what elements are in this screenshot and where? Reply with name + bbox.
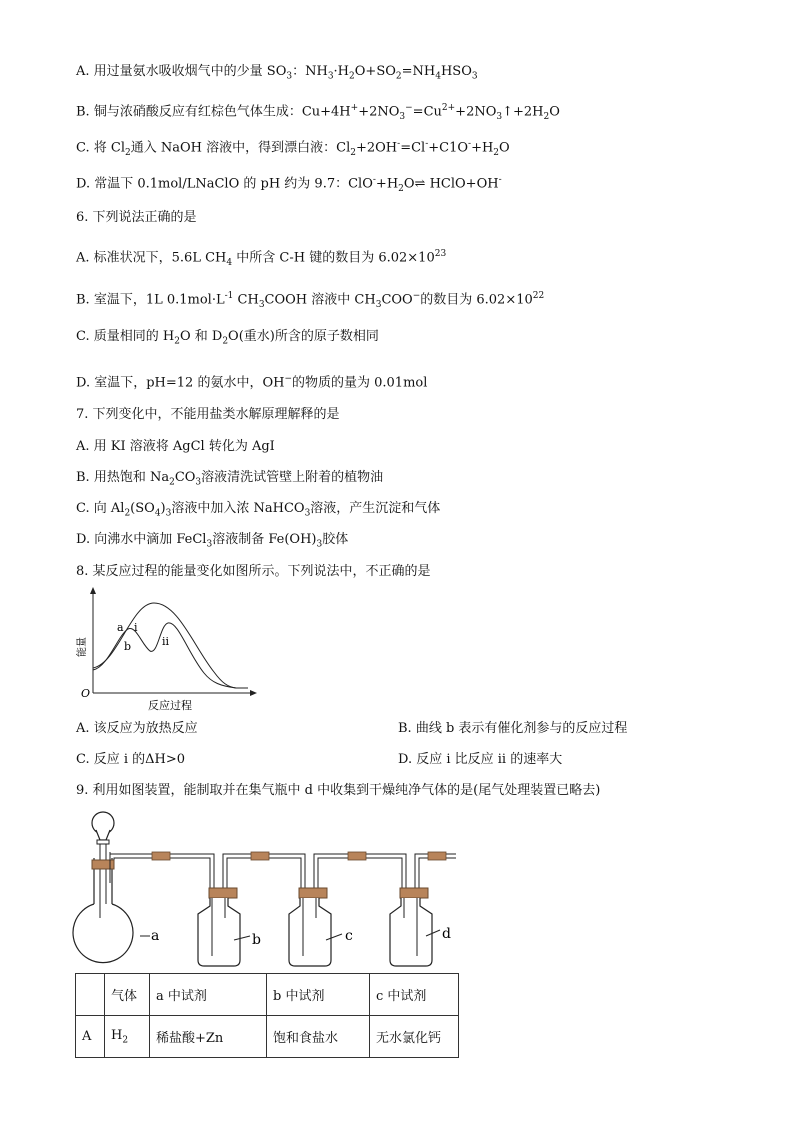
question-6: 6. 下列说法正确的是 [76, 210, 197, 225]
option-5b: B. 铜与浓硝酸反应有红棕色气体生成：$Cu+4H^++2NO_3^-=Cu^{2+}+2NO_3↑+2H_2O$ [76, 103, 560, 122]
cell-a: 稀盐酸+Zn [150, 1016, 267, 1058]
option-7a: A. 用 KI 溶液将 AgCl 转化为 AgI [76, 439, 275, 454]
row-label: A [76, 1016, 105, 1058]
option-7c: C. 向 $Al_2(SO_4)_3$溶液中加入浓 NaHCO$_3$溶液，产生沉淀和气体 [76, 501, 441, 519]
curve-label-ii: ii [162, 635, 170, 648]
bottle-c [289, 888, 331, 966]
option-8c: C. 反应 i 的ΔH>0 [76, 752, 186, 767]
x-axis-arrow [250, 690, 257, 696]
label-b: b [252, 932, 261, 948]
option-5c: C. 将 $Cl_2$通入 NaOH 溶液中，得到漂白液：$Cl_2+2OH^-=Cl^-+C1O^-+H_2O$ [76, 139, 510, 158]
y-axis-label: 能量 [77, 637, 88, 657]
option-6d: D. 室温下，pH=12 的氨水中，OH−的物质的量为 0.01mol [76, 374, 428, 391]
y-axis-arrow [90, 587, 96, 594]
option-8d: D. 反应 i 比反应 ii 的速率大 [398, 752, 563, 767]
energy-diagram [76, 585, 266, 715]
option-7d: D. 向沸水中滴加 FeCl$_3$溶液制备 $Fe(OH)_3$胶体 [76, 532, 349, 550]
option-6c: C. 质量相同的 $H_2O$ 和 $D_2O$(重水)所含的原子数相同 [76, 329, 379, 347]
question-9: 9. 利用如图装置，能制取并在集气瓶中 d 中收集到干燥纯净气体的是(尾气处理装置已略去) [76, 783, 601, 798]
header-cell-empty [76, 974, 105, 1016]
option-6b: B. 室温下，1L $0.1mol\cdot L^{-1}$ $CH_3COOH$ 溶液中 $CH_3COO^-$的数目为 $6.02\times 10^{22}$ [76, 291, 545, 310]
option-8b: B. 曲线 b 表示有催化剂参与的反应过程 [398, 721, 628, 736]
curve-a [93, 603, 248, 688]
cell-c: 无水氯化钙 [370, 1016, 459, 1058]
label-c: c [345, 928, 353, 944]
option-5a: A. 用过量氨水吸收烟气中的少量 $SO_3$：$NH_3\cdot H_2O+SO_2=NH_4HSO_3$ [76, 64, 478, 82]
question-8: 8. 某反应过程的能量变化如图所示。下列说法中，不正确的是 [76, 564, 431, 579]
header-cell-a: a 中试剂 [150, 974, 267, 1016]
label-a: a [151, 928, 160, 944]
option-6a: A. 标准状况下，5.6L $CH_4$ 中所含 C-H 键的数目为 $6.02\times 10^{23}$ [76, 249, 447, 268]
flask-a [73, 852, 133, 963]
curve-label-b: b [124, 640, 132, 653]
cell-b: 饱和食盐水 [267, 1016, 370, 1058]
curve-label-a: a [117, 621, 124, 634]
reagent-table [75, 973, 459, 1058]
curve-label-i: i [134, 621, 138, 634]
apparatus-diagram [70, 808, 470, 973]
cell-gas: $H_2$ [105, 1016, 150, 1058]
option-8a: A. 该反应为放热反应 [76, 721, 198, 736]
origin-label: O [81, 687, 91, 700]
question-7: 7. 下列变化中，不能用盐类水解原理解释的是 [76, 407, 340, 422]
label-d: d [442, 926, 451, 942]
table-row [76, 1016, 459, 1058]
header-cell-b: b 中试剂 [267, 974, 370, 1016]
header-cell-c: c 中试剂 [370, 974, 459, 1016]
x-axis-label: 反应过程 [148, 699, 192, 712]
table-header-row [76, 974, 459, 1016]
bottle-b [198, 888, 240, 966]
bottle-d [390, 888, 432, 966]
curve-b [93, 623, 236, 688]
header-cell-gas: 气体 [105, 974, 150, 1016]
option-5d: D. 常温下 0.1mol/LNaClO 的 pH 约为 9.7：$ClO^-+H_2O\rightleftharpoons$ HClO+OH- [76, 175, 502, 194]
option-7b: B. 用热饱和 $Na_2CO_3$溶液清洗试管壁上附着的植物油 [76, 470, 384, 488]
